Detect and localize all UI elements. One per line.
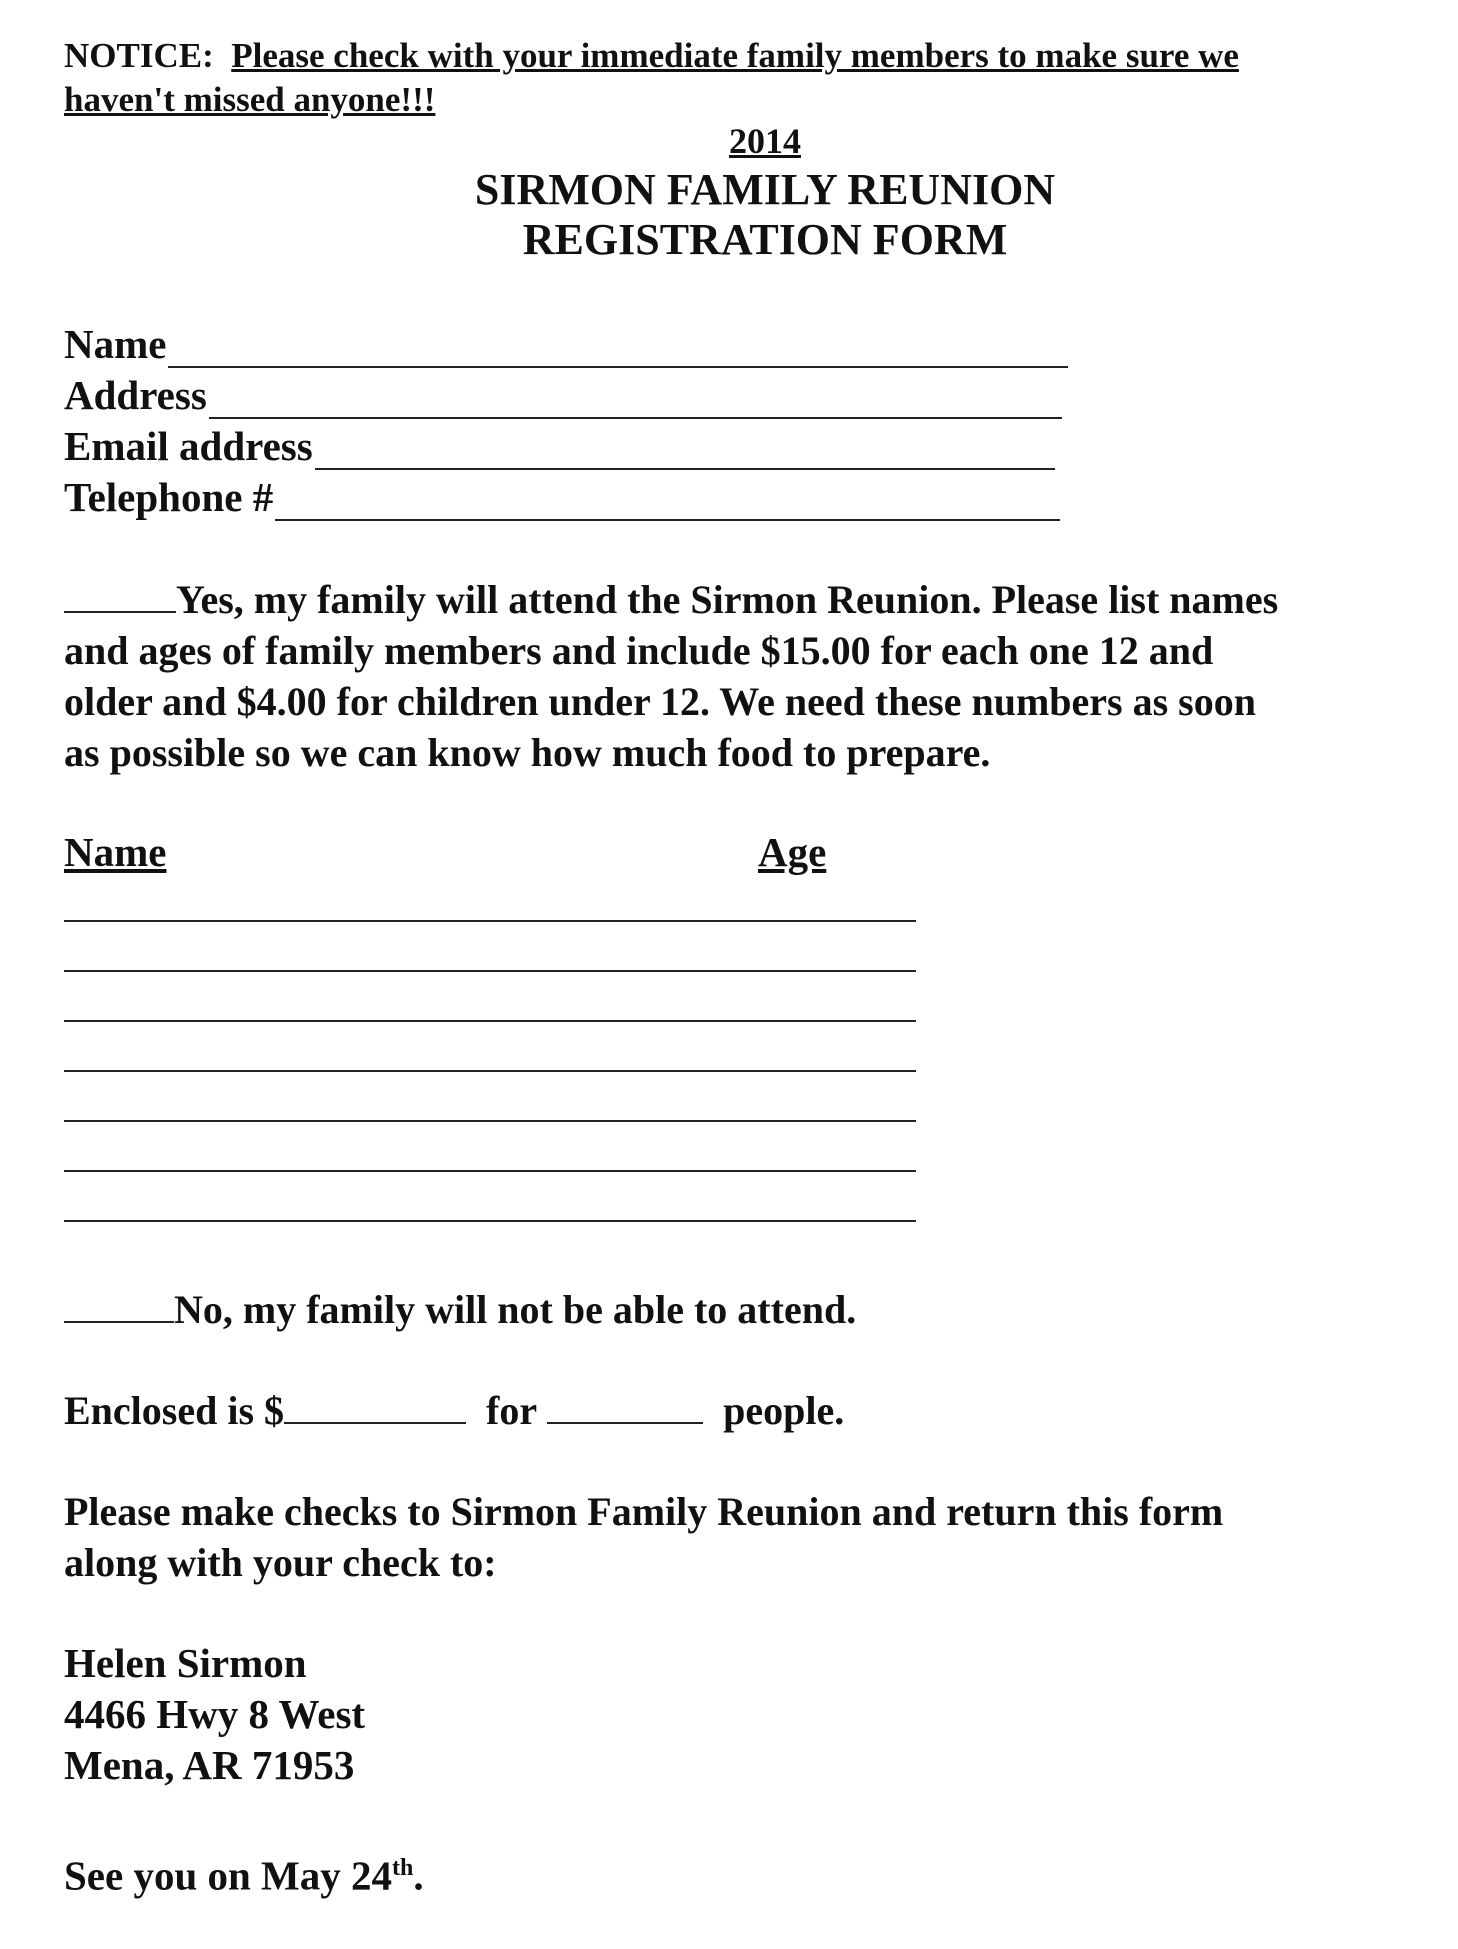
instructions-line2: along with your check to: bbox=[64, 1540, 497, 1585]
attend-no-checkline[interactable] bbox=[64, 1289, 174, 1323]
mailing-name: Helen Sirmon bbox=[64, 1640, 307, 1686]
member-row-line[interactable] bbox=[64, 1170, 916, 1172]
name-field bbox=[64, 320, 1068, 368]
members-age-header: Age bbox=[758, 829, 827, 875]
telephone-input-line[interactable] bbox=[275, 485, 1060, 521]
member-row-line[interactable] bbox=[64, 1120, 916, 1122]
amount-input-line[interactable] bbox=[284, 1390, 466, 1424]
mailing-city-state-zip: Mena, AR 71953 bbox=[64, 1742, 355, 1788]
members-name-header: Name bbox=[64, 829, 167, 875]
member-row-line[interactable] bbox=[64, 920, 916, 922]
address-input-line[interactable] bbox=[209, 383, 1062, 419]
mailing-street: 4466 Hwy 8 West bbox=[64, 1691, 366, 1737]
closing-text: See you on May 24 bbox=[64, 1852, 392, 1899]
address-label: Address bbox=[64, 372, 207, 418]
closing-superscript: th bbox=[392, 1855, 414, 1881]
email-input-line[interactable] bbox=[315, 434, 1055, 470]
form-title-line2: REGISTRATION FORM bbox=[522, 215, 1008, 264]
form-year: 2014 bbox=[729, 121, 801, 161]
email-label: Email address bbox=[64, 423, 313, 469]
member-row-line[interactable] bbox=[64, 1020, 916, 1022]
attend-no bbox=[64, 1284, 856, 1335]
attend-yes-line2: and ages of family members and include $15.00 for each one 12 and bbox=[64, 628, 1214, 673]
people-count-input-line[interactable] bbox=[547, 1390, 703, 1424]
closing-end: . bbox=[413, 1852, 424, 1899]
mailing-address bbox=[64, 1638, 365, 1791]
address-field bbox=[64, 371, 1062, 419]
attend-yes-line4: as possible so we can know how much food to prepare. bbox=[64, 730, 991, 775]
closing bbox=[64, 1843, 424, 1902]
notice bbox=[64, 34, 1239, 122]
payment-suffix: people. bbox=[723, 1388, 845, 1433]
attend-no-text: No, my family will not be able to attend. bbox=[174, 1287, 857, 1332]
form-title-line1: SIRMON FAMILY REUNION bbox=[474, 165, 1056, 214]
attend-yes-line3: older and $4.00 for children under 12. We need these numbers as soon bbox=[64, 679, 1256, 724]
attend-yes-line1: Yes, my family will attend the Sirmon Reunion. Please list names bbox=[176, 577, 1279, 622]
name-label: Name bbox=[64, 321, 167, 367]
name-input-line[interactable] bbox=[168, 332, 1068, 368]
payment-line bbox=[64, 1385, 844, 1436]
notice-label: NOTICE: bbox=[64, 36, 214, 75]
telephone-label: Telephone # bbox=[64, 474, 274, 520]
telephone-field bbox=[64, 473, 1060, 521]
instructions-line1: Please make checks to Sirmon Family Reunion and return this form bbox=[64, 1489, 1224, 1534]
email-field bbox=[64, 422, 1055, 470]
member-row-line[interactable] bbox=[64, 1070, 916, 1072]
member-row-line[interactable] bbox=[64, 970, 916, 972]
member-row-line[interactable] bbox=[64, 1220, 916, 1222]
payment-middle: for bbox=[486, 1388, 538, 1433]
notice-message-line2: haven't missed anyone!!! bbox=[64, 80, 436, 119]
notice-message-line1: Please check with your immediate family members to make sure we bbox=[231, 36, 1239, 75]
attend-yes-checkline[interactable] bbox=[64, 579, 176, 613]
payment-prefix: Enclosed is $ bbox=[64, 1388, 285, 1433]
attend-yes-paragraph bbox=[64, 574, 1278, 778]
instructions bbox=[64, 1486, 1223, 1588]
